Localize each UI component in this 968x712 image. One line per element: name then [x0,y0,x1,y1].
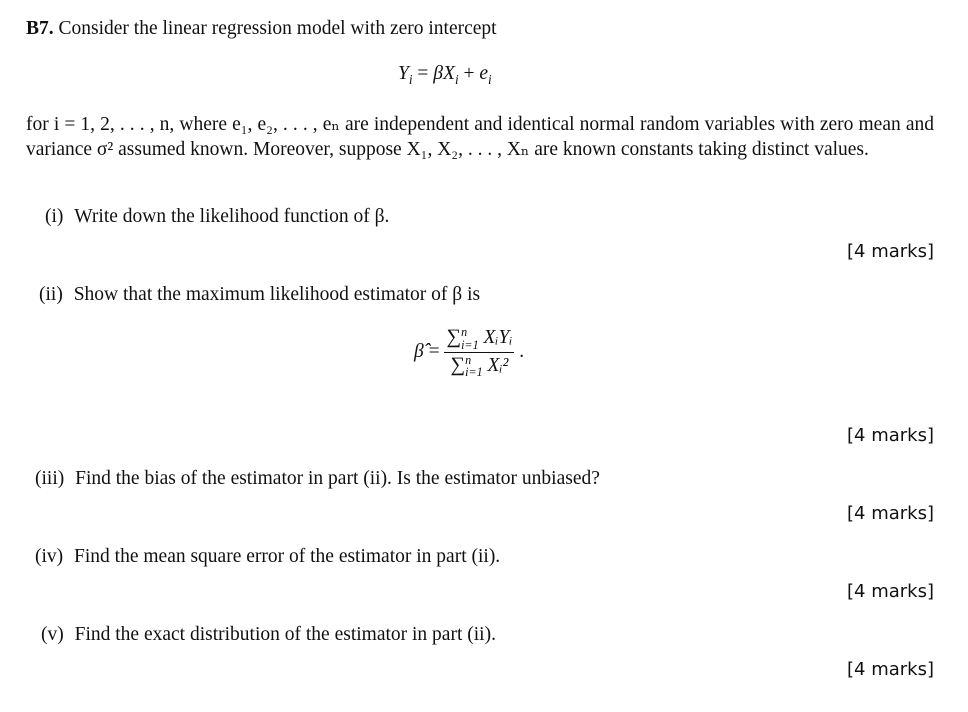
denominator-terms: Xᵢ² [487,354,509,376]
eq-lhs-sub: i [408,71,413,87]
part-iv [35,546,500,568]
part-ii [39,284,480,306]
lower-limit: i=1 [461,337,479,352]
sum-limits [465,354,483,378]
eq-x-sub: i [454,71,459,87]
part-text: Find the exact distribution of the estimator in part (ii). [74,624,496,645]
model-equation [398,63,492,85]
lower-limit: i=1 [465,365,483,380]
part-iii [35,468,600,490]
part-text: Write down the likelihood function of β. [74,206,390,227]
sum-symbol: ∑ [450,353,466,376]
eq-beta: β [433,63,444,84]
upper-limit: n [461,325,468,340]
marks-label: [4 marks] [847,503,934,524]
estimator-formula [414,326,524,378]
eq-plus: + [463,63,475,84]
part-text: Show that the maximum likelihood estimator of β is [73,284,481,305]
part-label: (v) [41,624,64,645]
upper-limit: n [465,353,472,368]
part-label: (iv) [35,546,64,567]
part-label: (iii) [35,468,65,489]
sum-symbol: ∑ [446,326,462,348]
estimator-equals: = [428,341,440,363]
marks-label: [4 marks] [847,659,934,680]
eq-equals: = [417,63,429,84]
question-intro: Consider the linear regression model with zero intercept [58,18,497,39]
part-label: (ii) [39,284,63,305]
part-v [41,624,496,646]
eq-lhs: Y [398,63,409,84]
fraction-denominator [444,353,514,379]
eq-e: e [479,63,489,84]
numerator-terms: XᵢYᵢ [483,327,513,348]
sum-limits [461,326,479,350]
assumptions-paragraph: for i = 1, 2, . . . , n, where e₁, e₂, . . . , eₙ are independent and identical normal random variables with zero mean and variance σ² assumed known. Moreover, suppose X₁, X₂, . . . , Xₙ are known constants taking distinct values. [26,114,934,160]
part-text: Find the mean square error of the estimator in part (ii). [74,546,501,567]
marks-label: [4 marks] [847,425,934,446]
marks-label: [4 marks] [847,241,934,262]
part-label: (i) [45,206,64,227]
eq-x: X [443,63,455,84]
estimator-lhs: β̂ [414,341,424,363]
marks-label: [4 marks] [847,581,934,602]
question-header [26,18,497,40]
formula-period: . [519,341,525,363]
eq-e-sub: i [488,71,492,87]
estimator-fraction [444,326,514,378]
part-i [45,206,389,228]
question-number: B7. [26,18,54,39]
part-text: Find the bias of the estimator in part (ii). Is the estimator unbiased? [75,468,600,489]
fraction-numerator [444,326,514,353]
